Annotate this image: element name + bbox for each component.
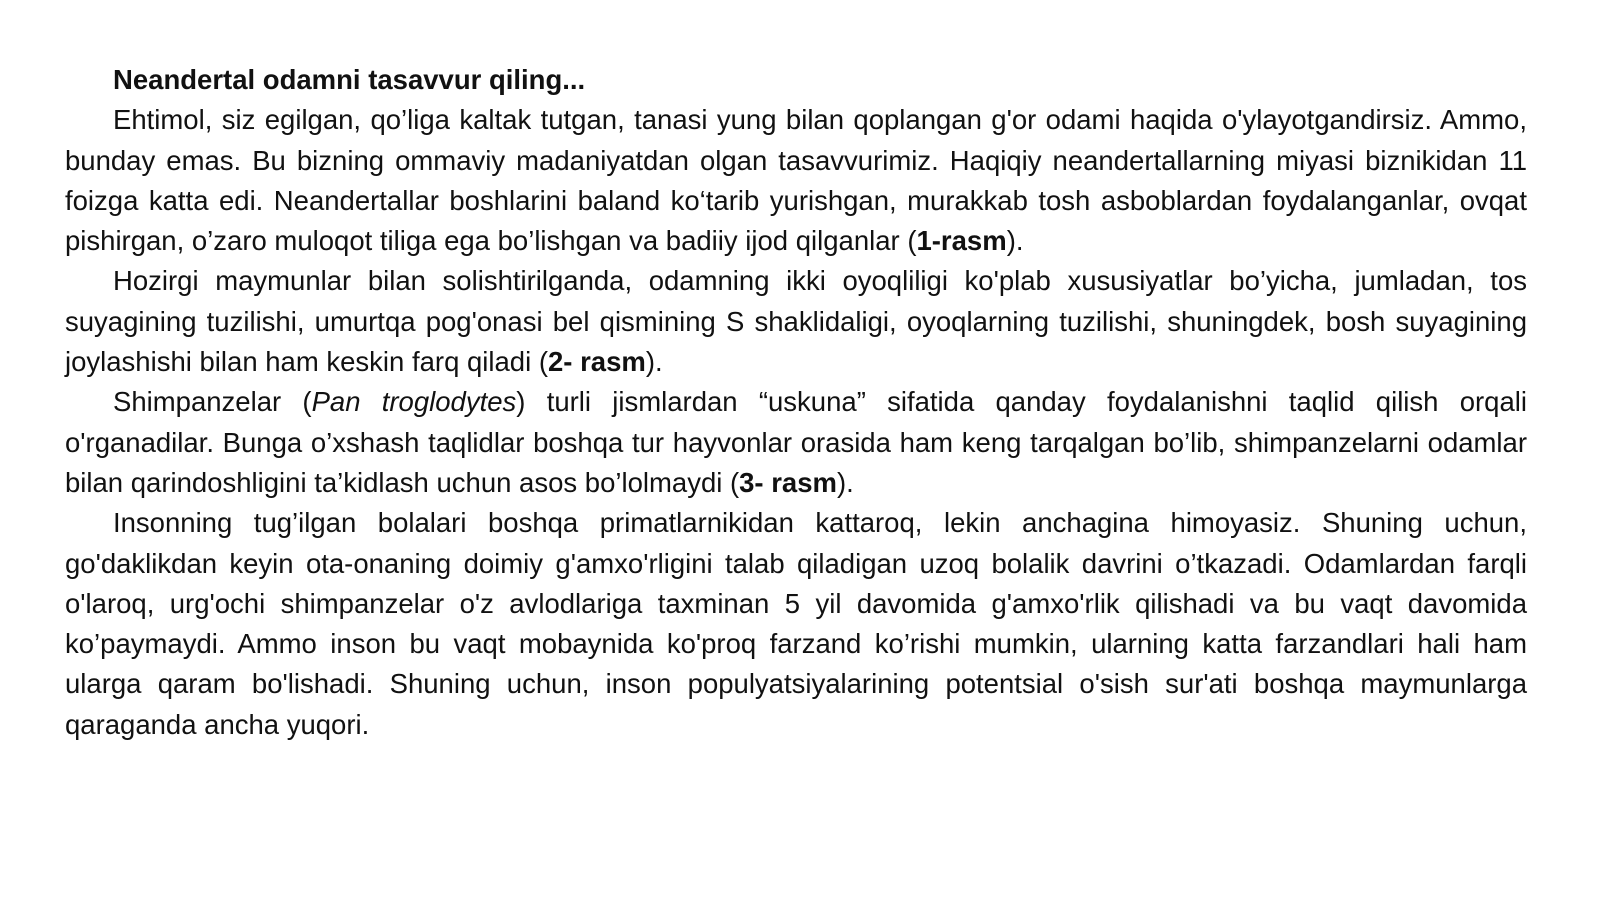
paragraph-chimpanzees-text: ) turli jismlardan “uskuna” sifatida qanday foydalanishni taqlid qilish orqali o'rganadilar. Bunga o’xshash taqlidlar boshqa tur hayvonlar orasida ham keng tarqalgan bo’lib, shimpanzelarni odamlar bilan qarindoshligini ta’kidlash uchun asos bo’lolmaydi (	[65, 386, 1527, 498]
paragraph-chimpanzees	[65, 382, 1527, 503]
paragraph-childhood-text: Insonning tug’ilgan bolalari boshqa primatlarnikidan kattaroq, lekin anchagina himoyasiz. Shuning uchun, go'daklikdan keyin ota-onaning doimiy g'amxo'rligini talab qiladigan uzoq bolalik davrini o’tkazadi. Odamlardan farqli o'laroq, urg'ochi shimpanzelar o'z avlodlariga taxminan 5 yil davomida g'amxo'rlik qilishadi va bu vaqt davomida ko’paymaydi. Ammo inson bu vaqt mobaynida ko'proq farzand ko’rishi mumkin, ularning katta farzandlari hali ham ularga qaram bo'lishadi. Shuning uchun, inson populyatsiyalarining potentsial o'sish sur'ati boshqa maymunlarga qaraganda ancha yuqori.	[65, 507, 1527, 740]
paragraph-chimpanzees-lead: Shimpanzelar (	[113, 386, 312, 418]
figure-ref-3: 3- rasm	[739, 466, 837, 498]
paragraph-chimpanzees-tail: ).	[836, 466, 854, 498]
species-name: Pan troglodytes	[311, 386, 517, 418]
figure-ref-2: 2- rasm	[548, 346, 646, 378]
paragraph-bipedalism-tail: ).	[645, 346, 663, 378]
document-body	[65, 60, 1527, 745]
document-title: Neandertal odamni tasavvur qiling...	[113, 64, 586, 95]
paragraph-neandertal-text: Ehtimol, siz egilgan, qo’liga kaltak tutgan, tanasi yung bilan qoplangan g'or odami haqida o'ylayotgandirsiz. Ammo, bunday emas. Bu bizning ommaviy madaniyatdan olgan tasavvurimiz. Haqiqiy neandertallarning miyasi biznikidan 11 foizga katta edi. Neandertallar boshlarini baland ko‘tarib yurishgan, murakkab tosh asboblardan foydalanganlar, ovqat pishirgan, o’zaro muloqot tiliga ega bo’lishgan va badiiy ijod qilganlar (	[65, 104, 1527, 257]
paragraph-neandertal	[65, 100, 1527, 261]
figure-ref-1: 1-rasm	[916, 225, 1007, 257]
paragraph-neandertal-tail: ).	[1006, 225, 1024, 257]
paragraph-childhood	[65, 503, 1527, 745]
paragraph-bipedalism-text: Hozirgi maymunlar bilan solishtirilganda, odamning ikki oyoqliligi ko'plab xususiyatlar bo’yicha, jumladan, tos suyagining tuzilishi, umurtqa pog'onasi bel qismining S shaklidaligi, oyoqlarning tuzilishi, shuningdek, bosh suyagining joylashishi bilan ham keskin farq qiladi (	[65, 265, 1527, 378]
paragraph-bipedalism	[65, 261, 1527, 382]
